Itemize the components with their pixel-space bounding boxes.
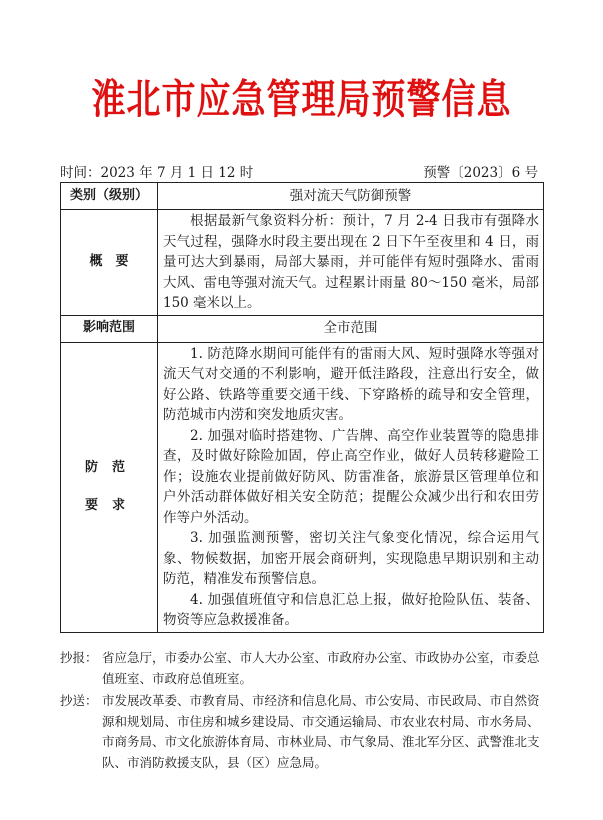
requirement-item: 2. 加强对临时搭建物、广告牌、高空作业装置等的隐患排查，及时做好除险加固，停止高空作业，做好人员转移避险工作；设施农业提前做好防风、防雷准备，旅游景区管理单位和户外活动群体做好相关安全防范；提醒公众减少出行和农田劳作等户外活动。 xyxy=(163,427,539,526)
category-label: 类别（级别） xyxy=(61,183,158,210)
issue-time: 时间：2023 年 7 月 1 日 12 时 xyxy=(60,165,254,181)
send-line xyxy=(60,691,550,773)
document-meta xyxy=(60,163,544,183)
row-requirements xyxy=(61,342,544,632)
summary-cell xyxy=(158,210,544,316)
row-category xyxy=(61,183,544,210)
category-value: 强对流天气防御预警 xyxy=(158,183,544,210)
requirements-label-line2: 要求 xyxy=(85,498,140,513)
distribution-footer xyxy=(60,648,550,773)
cc-text: 省应急厅，市委办公室、市人大办公室、市政府办公室、市政协办公室，市委总值班室、市政府总值班室。 xyxy=(102,650,540,686)
scope-value: 全市范围 xyxy=(158,315,544,342)
requirements-cell xyxy=(158,342,544,632)
document-title: 淮北市应急管理局预警信息 xyxy=(91,76,512,124)
row-scope xyxy=(61,315,544,342)
requirement-item: 3. 加强监测预警，密切关注气象变化情况，综合运用气象、物候数据，加密开展会商研判，实现隐患早期识别和主动防范，精准发布预警信息。 xyxy=(163,530,539,587)
send-label: 抄送： xyxy=(60,693,98,708)
summary-text: 根据最新气象资料分析：预计，7 月 2-4 日我市有强降水天气过程，强降水时段主要出现在 2 日下午至夜里和 4 日，雨量可达大到暴雨，局部大暴雨，并可能伴有短时强降水、雷雨大风、雷电等强对流天气。过程累计雨量 80～150 毫米，局部 150 毫米以上。 xyxy=(163,213,539,311)
summary-label: 概 要 xyxy=(61,210,158,316)
row-summary xyxy=(61,210,544,316)
requirements-label xyxy=(61,342,158,632)
warning-table xyxy=(60,182,544,633)
send-text: 市发展改革委、市教育局、市经济和信息化局、市公安局、市民政局、市自然资源和规划局、市住房和城乡建设局、市交通运输局、市农业农村局、市水务局、市商务局、市文化旅游体育局、市林业局、市气象局、淮北军分区、武警淮北支队、市消防救援支队，县（区）应急局。 xyxy=(102,693,540,770)
scope-label: 影响范围 xyxy=(61,315,158,342)
cc-line xyxy=(60,648,550,689)
warning-number: 预警〔2023〕6 号 xyxy=(423,165,538,181)
requirement-item: 1. 防范降水期间可能伴有的雷雨大风、短时强降水等强对流天气对交通的不利影响，避开低洼路段，注意出行安全，做好公路、铁路等重要交通干线、下穿路桥的疏导和安全管理，防范城市内涝和突发地质灾害。 xyxy=(163,345,539,423)
requirement-item: 4. 加强值班值守和信息汇总上报，做好抢险队伍、装备、物资等应急救援准备。 xyxy=(163,591,539,628)
requirements-label-line1: 防范 xyxy=(85,459,140,475)
cc-label: 抄报： xyxy=(60,650,98,665)
